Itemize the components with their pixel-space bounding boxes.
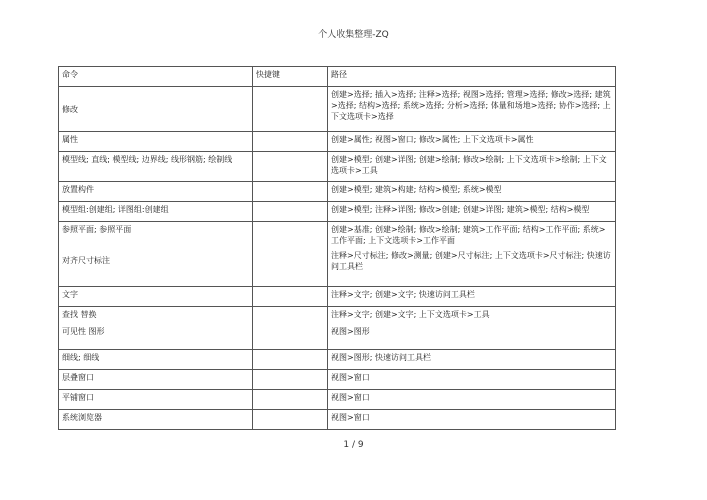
shortcut-cell <box>253 390 328 410</box>
path-cell: 视图>窗口 <box>328 410 616 430</box>
path-cell: 视图>图形; 快速访问工具栏 <box>328 350 616 370</box>
path-cell: 创建>模型; 注释>详图; 修改>创建; 创建>详图; 建筑>模型; 结构>模型 <box>328 202 616 222</box>
table-row <box>59 182 616 202</box>
shortcut-cell <box>253 87 328 132</box>
command-cell: 修改 <box>59 87 253 132</box>
page-header-title: 个人收集整理-ZQ <box>318 30 389 40</box>
path-text: 创建>基准; 创建>绘制; 修改>绘制; 建筑>工作平面; 结构>工作平面; 系统>工作平面; 上下文选项卡>工作平面 <box>331 225 606 245</box>
path-text: 视图>图形 <box>331 327 370 336</box>
table-row <box>59 87 616 132</box>
shortcut-cell <box>253 307 328 350</box>
command-cell: 模型组:创建组; 详图组:创建组 <box>59 202 253 222</box>
command-cell: 细线; 细线 <box>59 350 253 370</box>
command-text: 参照平面; 参照平面 <box>62 225 132 234</box>
table-row <box>59 410 616 430</box>
path-cell: 注释>文字; 创建>文字; 快速访问工具栏 <box>328 287 616 307</box>
path-cell <box>328 222 616 287</box>
path-cell: 创建>模型; 建筑>构建; 结构>模型; 系统>模型 <box>328 182 616 202</box>
table-row <box>59 390 616 410</box>
shortcut-cell <box>253 182 328 202</box>
path-cell: 创建>选择; 插入>选择; 注释>选择; 视图>选择; 管理>选择; 修改>选择; 建筑>选择; 结构>选择; 系统>选择; 分析>选择; 体量和场地>选择; 协作>选择; 上下文选项卡>选择 <box>328 87 616 132</box>
shortcut-cell <box>253 222 328 287</box>
table-row <box>59 307 616 350</box>
column-header-command: 命令 <box>59 67 253 87</box>
command-cell: 平铺窗口 <box>59 390 253 410</box>
command-cell: 文字 <box>59 287 253 307</box>
shortcut-cell <box>253 152 328 182</box>
command-cell <box>59 307 253 350</box>
command-cell: 模型线; 直线; 模型线; 边界线; 线形钢筋; 绘制线 <box>59 152 253 182</box>
table-row <box>59 152 616 182</box>
table-row <box>59 287 616 307</box>
shortcut-cell <box>253 350 328 370</box>
shortcut-cell <box>253 410 328 430</box>
command-cell <box>59 222 253 287</box>
table-row <box>59 222 616 287</box>
command-table <box>58 66 616 430</box>
path-cell: 视图>窗口 <box>328 370 616 390</box>
command-text: 查找 替换 <box>62 310 97 319</box>
path-cell <box>328 307 616 350</box>
shortcut-cell <box>253 202 328 222</box>
path-cell: 创建>模型; 创建>详图; 创建>绘制; 修改>绘制; 上下文选项卡>绘制; 上下文选项卡>工具 <box>328 152 616 182</box>
path-text: 注释>尺寸标注; 修改>测量; 创建>尺寸标注; 上下文选项卡>尺寸标注; 快速访问工具栏 <box>331 251 611 271</box>
table-row <box>59 350 616 370</box>
column-header-path: 路径 <box>328 67 616 87</box>
path-cell: 创建>属性; 视图>窗口; 修改>属性; 上下文选项卡>属性 <box>328 132 616 152</box>
shortcut-cell <box>253 287 328 307</box>
path-cell: 视图>窗口 <box>328 390 616 410</box>
table-header-row <box>59 67 616 87</box>
command-cell: 系统浏览器 <box>59 410 253 430</box>
command-cell: 层叠窗口 <box>59 370 253 390</box>
path-text: 注释>文字; 创建>文字; 上下文选项卡>工具 <box>331 310 490 319</box>
command-cell: 属性 <box>59 132 253 152</box>
shortcut-cell <box>253 132 328 152</box>
command-text: 可见性 图形 <box>62 327 105 336</box>
command-text: 对齐尺寸标注 <box>62 256 110 265</box>
command-cell: 放置构件 <box>59 182 253 202</box>
shortcut-cell <box>253 370 328 390</box>
column-header-shortcut: 快捷键 <box>253 67 328 87</box>
page-number: 1 / 9 <box>343 440 364 450</box>
table-row <box>59 132 616 152</box>
table-row <box>59 202 616 222</box>
table-row <box>59 370 616 390</box>
